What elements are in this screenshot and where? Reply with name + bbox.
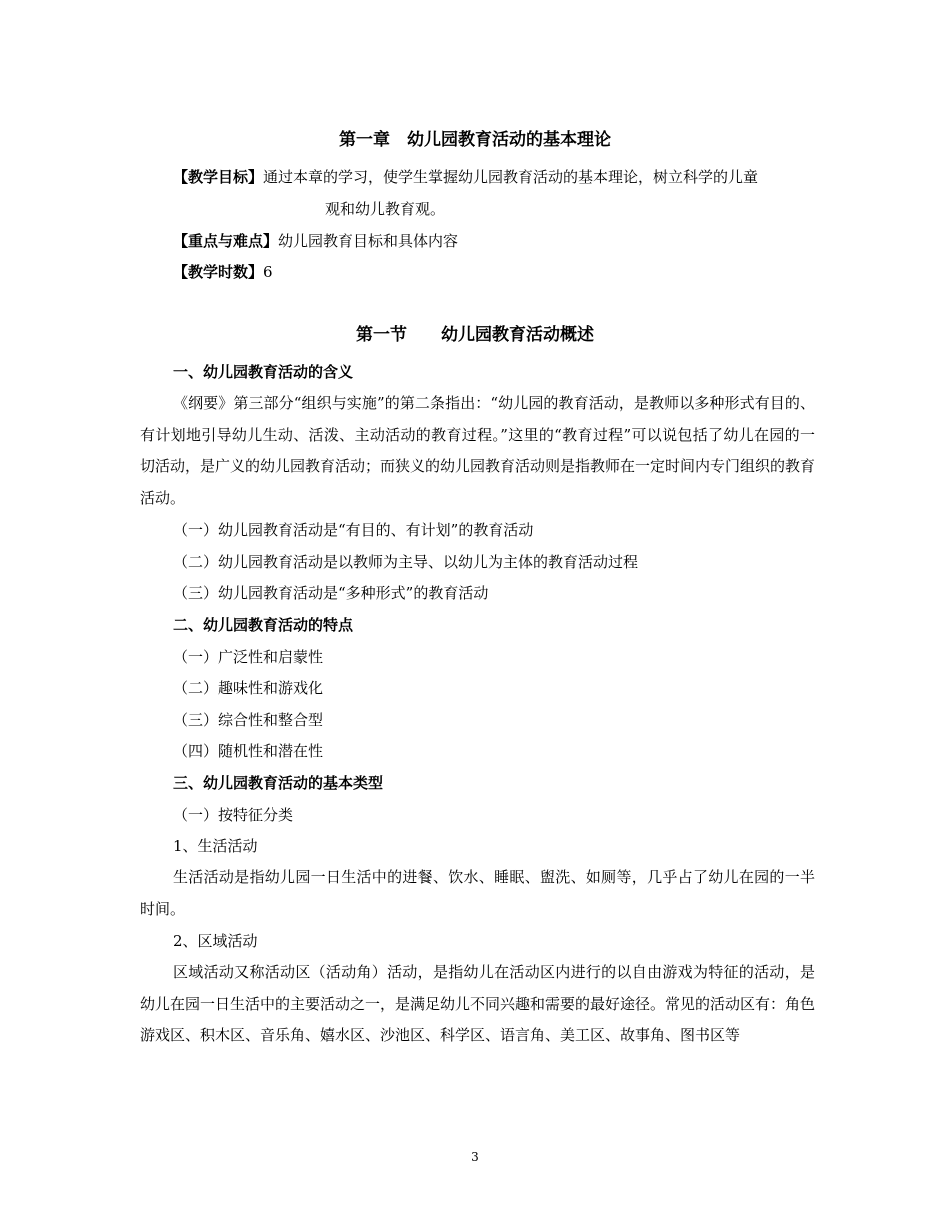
chapter-title: 第一章 幼儿园教育活动的基本理论: [339, 130, 611, 150]
subsection-title: 1、生活活动: [173, 837, 258, 855]
paragraph-area-activity: 区域活动又称活动区（活动角）活动，是指幼儿在活动区内进行的以自由游戏为特征的活动，是幼儿在园一日生活中的主要活动之一，是满足幼儿不同兴趣和需要的最好途径。常见的活动区有：角色游戏区、积木区、音乐角、嬉水区、沙池区、科学区、语言角、美工区、故事角、图书区等: [140, 963, 816, 1044]
list-item: （四）随机性和潜在性: [173, 742, 324, 760]
teaching-hours-label: 【教学时数】: [173, 263, 264, 281]
key-points-text: 幼儿园教育目标和具体内容: [278, 232, 459, 250]
subheading: （一）按特征分类: [173, 806, 294, 824]
list-item: （二）幼儿园教育活动是以教师为主导、以幼儿为主体的教育活动过程: [173, 553, 639, 571]
page-number: 3: [471, 1150, 479, 1164]
list-item: （一）广泛性和启蒙性: [173, 648, 324, 666]
heading-1: 一、幼儿园教育活动的含义: [173, 363, 354, 381]
list-item: （三）幼儿园教育活动是“多种形式”的教育活动: [173, 584, 489, 602]
paragraph-life-activity: 生活活动是指幼儿园一日生活中的进餐、饮水、睡眠、盥洗、如厕等，几乎占了幼儿在园的一半时间。: [140, 868, 815, 918]
key-points-label: 【重点与难点】: [173, 232, 279, 250]
teaching-hours-line: [173, 262, 273, 282]
teaching-goal-label: 【教学目标】: [173, 168, 264, 186]
subsection-title: 2、区域活动: [173, 932, 258, 950]
teaching-hours-text: 6: [263, 263, 273, 281]
section-title: 第一节 幼儿园教育活动概述: [356, 325, 594, 345]
key-points-line: [173, 231, 458, 251]
heading-2: 二、幼儿园教育活动的特点: [173, 616, 354, 634]
heading-3: 三、幼儿园教育活动的基本类型: [173, 774, 384, 792]
paragraph-1: 《纲要》第三部分“组织与实施”的第二条指出：“幼儿园的教育活动，是教师以多种形式有目的、有计划地引导幼儿生动、活泼、主动活动的教育过程。”这里的“教育过程”可以说包括了幼儿在园的一切活动，是广义的幼儿园教育活动；而狭义的幼儿园教育活动则是指教师在一定时间内专门组织的教育活动。: [140, 394, 816, 507]
teaching-goal-text: 通过本章的学习，使学生掌握幼儿园教育活动的基本理论，树立科学的儿童: [263, 168, 759, 186]
list-item: （三）综合性和整合型: [173, 711, 324, 729]
list-item: （二）趣味性和游戏化: [173, 679, 324, 697]
list-item: （一）幼儿园教育活动是“有目的、有计划”的教育活动: [173, 521, 534, 539]
teaching-goal-line: [173, 167, 758, 187]
teaching-goal-continuation: 观和幼儿教育观。: [325, 200, 446, 218]
